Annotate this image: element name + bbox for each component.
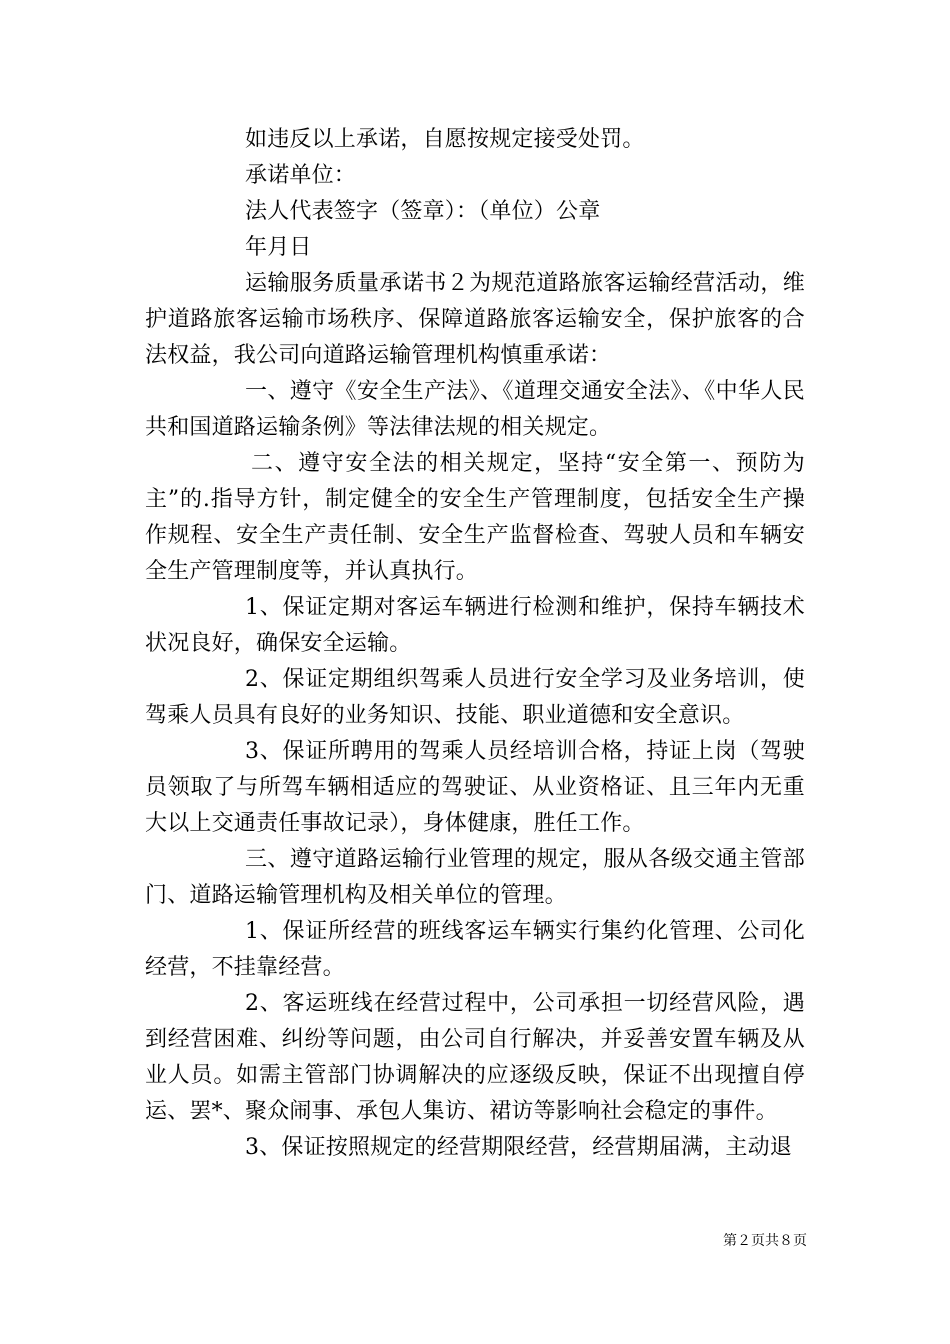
paragraph-item-3-1: 1、保证所经营的班线客运车辆实行集约化管理、公司化经营，不挂靠经营。 <box>145 919 805 980</box>
paragraph-penalty-clause: 如违反以上承诺，自愿按规定接受处罚。 <box>245 127 645 152</box>
page-number-label: 第２页共８页 <box>723 1233 807 1249</box>
paragraph-item-2-2: 2、保证定期组织驾乘人员进行安全学习及业务培训，使驾乘人员具有良好的业务知识、技能、职业道德和安全意识。 <box>145 667 805 728</box>
paragraph-section-two: 二、遵守安全法的相关规定，坚持“安全第一、预防为主”的.指导方针，制定健全的安全生产管理制度，包括安全生产操作规程、安全生产责任制、安全生产监督检查、驾驶人员和车辆安全生产管理制度等，并认真执行。 <box>145 451 805 584</box>
paragraph-committing-unit: 承诺单位： <box>245 163 357 188</box>
paragraph-intro: 运输服务质量承诺书２为规范道路旅客运输经营活动，维护道路旅客运输市场秩序、保障道路旅客运输安全，保护旅客的合法权益，我公司向道路运输管理机构慎重承诺： <box>145 271 805 368</box>
paragraph-item-2-1: 1、保证定期对客运车辆进行检测和维护，保持车辆技术状况良好，确保安全运输。 <box>145 595 805 656</box>
paragraph-item-2-3: 3、保证所聘用的驾乘人员经培训合格，持证上岗（驾驶员领取了与所驾车辆相适应的驾驶证、从业资格证、且三年内无重大以上交通责任事故记录），身体健康，胜任工作。 <box>145 739 805 836</box>
paragraph-date: 年月日 <box>245 235 312 260</box>
document-body <box>145 122 805 1166</box>
paragraph-legal-rep-signature: 法人代表签字（签章）：（单位）公章 <box>245 199 601 224</box>
paragraph-item-3-2: 2、客运班线在经营过程中，公司承担一切经营风险，遇到经营困难、纠纷等问题，由公司自行解决，并妥善安置车辆及从业人员。如需主管部门协调解决的应逐级反映，保证不出现擅自停运、罢*、聚众闹事、承包人集访、裙访等影响社会稳定的事件。 <box>145 991 805 1124</box>
paragraph-section-three: 三、遵守道路运输行业管理的规定，服从各级交通主管部门、道路运输管理机构及相关单位的管理。 <box>145 847 805 908</box>
page-number-footer <box>723 1232 807 1250</box>
paragraph-item-3-3: 3、保证按照规定的经营期限经营，经营期届满，主动退 <box>245 1135 792 1160</box>
paragraph-section-one: 一、遵守《安全生产法》、《道理交通安全法》、《中华人民共和国道路运输条例》等法律法规的相关规定。 <box>145 379 805 440</box>
